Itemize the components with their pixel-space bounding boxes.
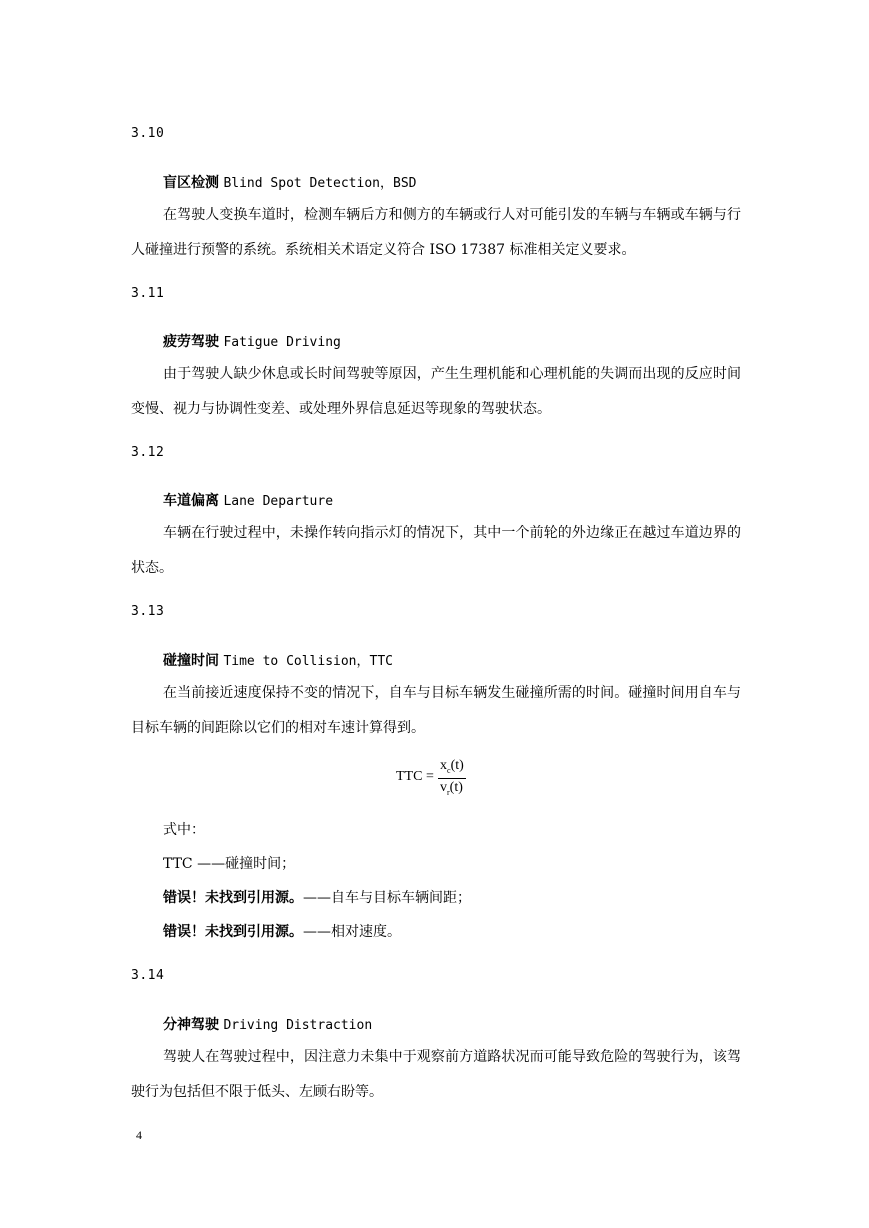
where-item — [163, 853, 295, 873]
term-definition: 在当前接近速度保持不变的情况下，自车与目标车辆发生碰撞所需的时间。碰撞时间用自车与目标车辆的间距除以它们的相对车速计算得到。 — [131, 685, 741, 736]
term-en: Driving Distraction — [223, 1018, 373, 1033]
term-heading — [163, 1014, 372, 1034]
where-desc: ——碰撞时间； — [197, 856, 296, 872]
numerator-sub: c — [447, 765, 451, 775]
term-en: Blind Spot Detection，BSD — [223, 176, 417, 191]
where-item — [163, 921, 401, 941]
term-heading — [163, 172, 416, 192]
section-number: 3.12 — [131, 445, 165, 460]
where-desc: ——相对速度。 — [303, 924, 401, 940]
numerator-var: x — [440, 758, 447, 773]
formula-equals: = — [426, 769, 434, 784]
term-zh: 分神驾驶 — [163, 1017, 219, 1033]
formula-numerator — [440, 758, 464, 775]
where-label: 式中： — [163, 822, 205, 838]
denominator-var: v — [440, 780, 447, 795]
section-number: 3.10 — [131, 126, 165, 141]
section-number: 3.11 — [131, 286, 165, 301]
page-number: 4 — [136, 1128, 142, 1142]
ttc-formula — [396, 760, 476, 800]
term-heading — [163, 650, 393, 670]
numerator-arg: (t) — [450, 758, 464, 773]
term-zh: 盲区检测 — [163, 175, 219, 191]
broken-reference: 错误！未找到引用源。 — [163, 890, 303, 906]
formula-lhs: TTC — [396, 769, 423, 784]
denominator-sub: r — [447, 787, 450, 797]
term-heading — [163, 331, 341, 351]
term-definition: 在驾驶人变换车道时，检测车辆后方和侧方的车辆或行人对可能引发的车辆与车辆或车辆与行人碰撞进行预警的系统。系统相关术语定义符合 ISO 17387 标准相关定义要求。 — [131, 207, 741, 258]
term-zh: 疲劳驾驶 — [163, 334, 219, 350]
where-desc: ——自车与目标车辆间距； — [303, 890, 471, 906]
term-en: Lane Departure — [223, 494, 334, 509]
term-en: Fatigue Driving — [223, 335, 341, 350]
term-definition: 驾驶人在驾驶过程中，因注意力未集中于观察前方道路状况而可能导致危险的驾驶行为，该驾驶行为包括但不限于低头、左顾右盼等。 — [131, 1049, 741, 1100]
term-definition: 由于驾驶人缺少休息或长时间驾驶等原因，产生生理机能和心理机能的失调而出现的反应时间变慢、视力与协调性变差、或处理外界信息延迟等现象的驾驶状态。 — [131, 366, 741, 417]
section-number: 3.13 — [131, 604, 165, 619]
denominator-arg: (t) — [449, 780, 463, 795]
fraction-bar — [438, 778, 466, 779]
term-definition: 车辆在行驶过程中，未操作转向指示灯的情况下，其中一个前轮的外边缘正在越过车道边界的状态。 — [131, 525, 741, 576]
term-en: Time to Collision，TTC — [223, 654, 393, 669]
section-number: 3.14 — [131, 968, 165, 983]
term-zh: 碰撞时间 — [163, 653, 219, 669]
where-symbol: TTC — [163, 856, 193, 872]
broken-reference: 错误！未找到引用源。 — [163, 924, 303, 940]
term-zh: 车道偏离 — [163, 493, 219, 509]
formula-denominator — [440, 780, 463, 797]
term-heading — [163, 490, 333, 510]
where-item — [163, 887, 471, 907]
